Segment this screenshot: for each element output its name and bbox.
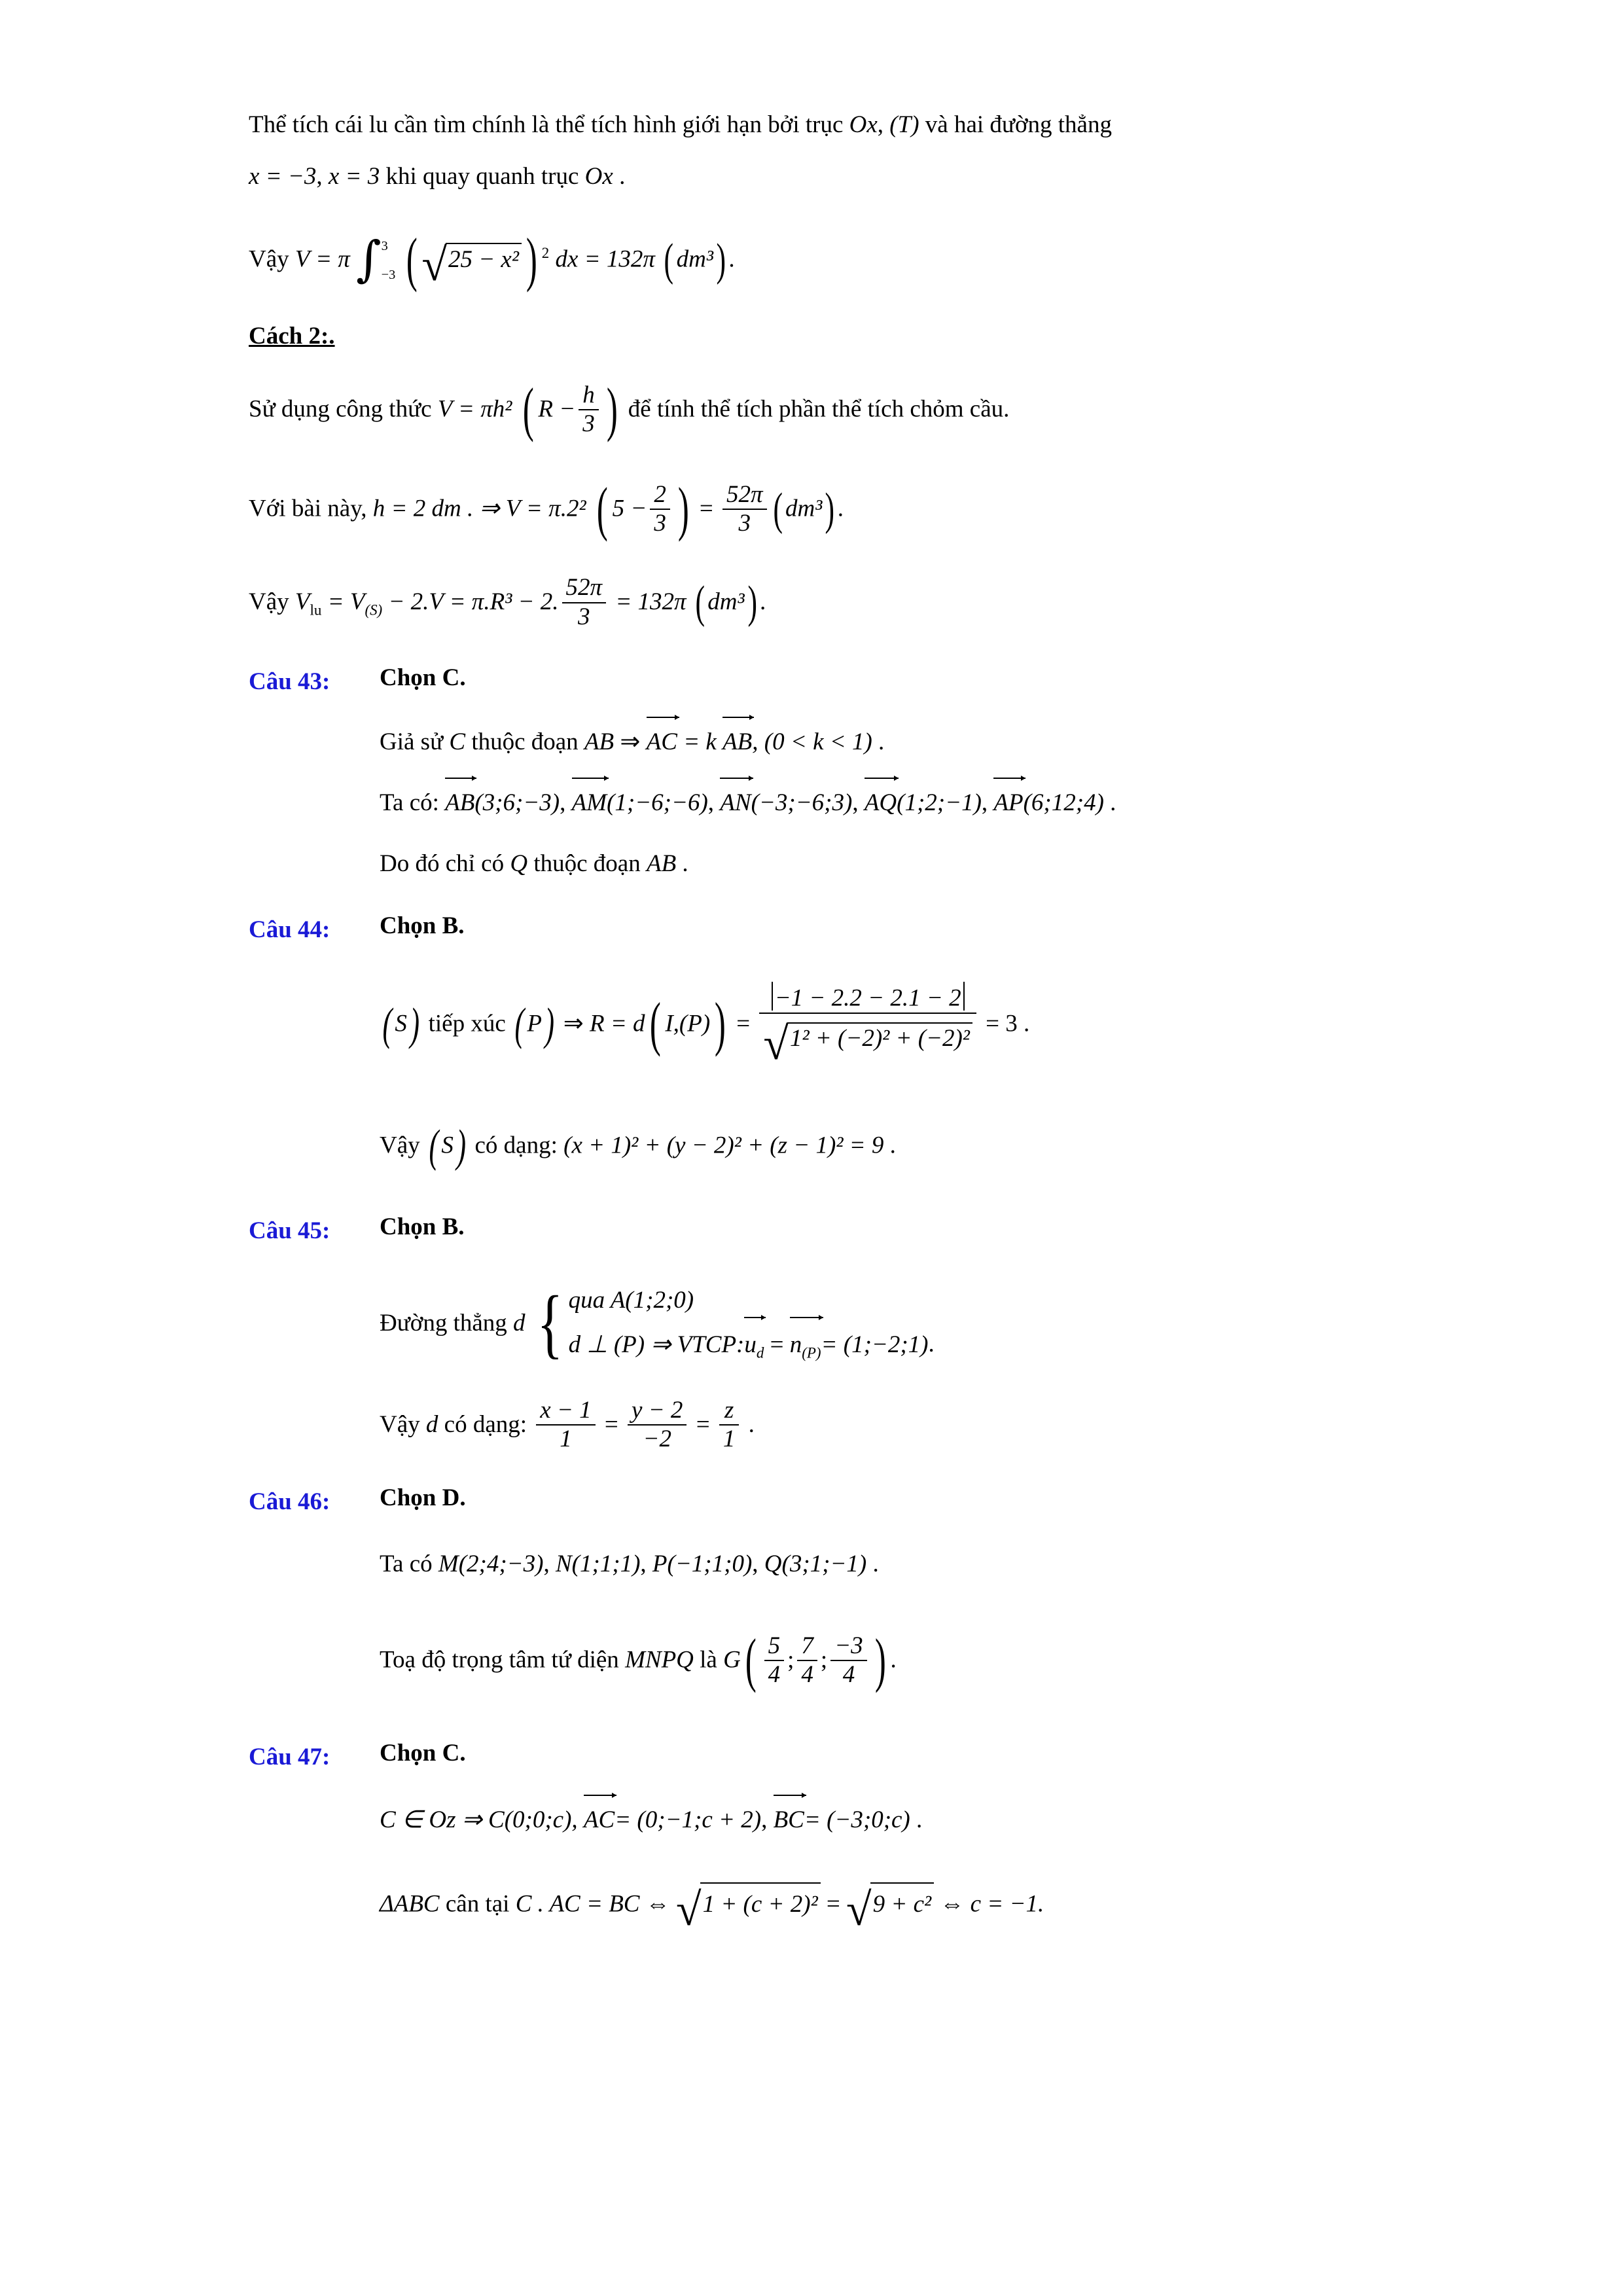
q44-S-open: (: [382, 998, 392, 1050]
q45-sys-line2: [569, 1323, 929, 1367]
q46-G-close: ): [874, 1627, 886, 1695]
question-43-line2: Ta có: AB(3;6;−3), AM(1;−6;−6), AN(−3;−6;3), AQ(1;2;−1), AP(6;12;4) .: [380, 783, 1518, 822]
open-paren-big: (: [406, 226, 418, 294]
q44-d-close: ): [715, 990, 726, 1058]
question-43-label: Câu 43:: [249, 668, 330, 696]
q45-u-letter: u: [744, 1331, 757, 1359]
question-45-line1: [380, 1278, 1518, 1368]
question-46-line2: Toạ độ trọng tâm tứ diện MNPQ là G( $\frac{5}{4}$ ; $\frac{7}{4}$ ; $\frac{-3}{4}$ ) .: [380, 1613, 1518, 1710]
question-46-line1: Ta có M(2;4;−3), N(1;1;1), P(−1;1;0), Q(3;1;−1) .: [380, 1551, 879, 1578]
q46-G: G: [723, 1646, 741, 1674]
q46-point-M: M(2;4;−3): [438, 1551, 544, 1578]
question-43-line1: Giả sử C thuộc đoạn AB ⇒ AC = k AB, (0 < k < 1) .: [380, 723, 1518, 761]
q46-frac-3-num: −3: [834, 1632, 863, 1659]
q43-AB: AB: [584, 728, 615, 755]
cach2-l3d: = 132π: [615, 588, 687, 616]
cach2-Vlu: V: [294, 588, 310, 616]
q46-G-open: (: [745, 1627, 757, 1695]
q43-l1b: thuộc đoạn: [471, 728, 579, 755]
q47-vec-BC: BC: [774, 1801, 804, 1839]
cach2-l1b: để tính thể tích phần thể tích chỏm cầu.: [628, 395, 1010, 423]
q46-l1a: Ta có: [380, 1551, 433, 1578]
question-45-choice: Chọn B.: [380, 1213, 465, 1241]
unit-dm3: dm³: [676, 245, 713, 273]
q44-S: S: [395, 1010, 407, 1037]
q43-l1a: Giả sử: [380, 728, 444, 755]
q46-MNPQ: MNPQ: [625, 1646, 694, 1674]
q44-S2-open: (: [429, 1120, 438, 1172]
q44-S2: S: [441, 1132, 454, 1159]
cach2-line3: Vậy $V_{lu} = V_{(S)} - 2.V = \pi.R^3 - 2$. $\frac{52\pi}{3}$ = 132π ( dm³) .: [249, 574, 766, 630]
q45-d: d: [513, 1309, 526, 1336]
q44-den-sqrt: [763, 1018, 972, 1069]
q45-n-sub: (P): [802, 1344, 821, 1361]
dx-result: dx = 132π: [555, 245, 655, 273]
cach2-unit: dm³: [785, 495, 823, 522]
q47-C: C: [515, 1890, 532, 1918]
page-content: [249, 105, 1518, 1943]
q46-frac-2: [797, 1632, 817, 1689]
frac-52pi-num-b: 52π: [565, 574, 603, 601]
frac-52pi-over-3-b: [562, 574, 607, 631]
q45-system: [569, 1278, 929, 1368]
q45-frac-z-den: 1: [719, 1424, 740, 1454]
q43-AB3: AB: [646, 850, 677, 878]
q45-frac-y-num: y − 2: [632, 1396, 683, 1424]
q45-sys2a: d ⊥ (P) ⇒ VTCP:: [568, 1331, 745, 1359]
q45-sys-line1: [569, 1278, 929, 1323]
q46-frac-3: [830, 1632, 866, 1689]
q46-frac-2-num: 7: [801, 1632, 813, 1659]
unit-open-paren: (: [664, 234, 674, 285]
q45-l2a: Vậy: [380, 1410, 420, 1438]
integral-limits: [382, 239, 396, 283]
abs-bar-left: [772, 982, 773, 1011]
q45-frac-z: [719, 1397, 740, 1454]
q43-AB-coord: (3;6;−3): [474, 789, 560, 816]
question-47-label: Câu 47:: [249, 1744, 330, 1771]
q47-l2b: cân tại: [445, 1890, 510, 1918]
q44-frac-den: 1² + (−2)² + (−2)²: [787, 1022, 972, 1053]
integral-lower-limit: −3: [381, 268, 396, 283]
question-46-label: Câu 46:: [249, 1488, 330, 1515]
question-46-header: [249, 1484, 1518, 1520]
cach2-R-minus: R −: [538, 395, 576, 423]
question-44-label: Câu 44:: [249, 916, 330, 944]
q47-radicand-1: 1 + (c + 2)²: [700, 1882, 821, 1924]
question-43-line3: Do đó chỉ có Q thuộc đoạn AB .: [380, 850, 688, 878]
cach2-open-paren: (: [522, 376, 534, 444]
q44-P: P: [527, 1010, 543, 1037]
q45-frac-y-den: −2: [628, 1424, 687, 1454]
cach2-l3b: = V: [327, 588, 365, 616]
intro-x-eq-neg3: x = −3: [249, 163, 317, 190]
q43-l3a: Do đó chỉ có: [380, 850, 505, 878]
q46-frac-1: [764, 1632, 785, 1689]
q44-eq: =: [736, 1010, 751, 1037]
cach2-l3-unit-close: ): [747, 577, 757, 628]
q45-u-sub: d: [756, 1344, 764, 1361]
question-43-choice: Chọn C.: [380, 664, 466, 692]
q43-vec-AC: AC: [647, 723, 677, 761]
cach2-l1a: Sử dụng công thức: [249, 395, 432, 423]
cach2-l2-close: ): [677, 476, 689, 543]
q47-l2e: ⇔ c = −1.: [940, 1890, 1044, 1918]
q45-n-letter: n: [789, 1331, 802, 1359]
q43-vec-AP: AP: [993, 783, 1023, 822]
question-47-line1: C ∈ Oz ⇒ C(0;0;c), AC= (0;−1;c + 2), BC= (−3;0;c) .: [380, 1801, 1518, 1839]
intro-x-eq-3: x = 3: [328, 163, 380, 190]
q44-S-close: ): [410, 998, 419, 1050]
q43-cond: , (0 < k < 1): [752, 728, 872, 755]
q45-line1-dot: .: [928, 1331, 935, 1358]
q47-AC-coord: = (0;−1;c + 2): [615, 1806, 762, 1833]
cach2-S-sub: (S): [365, 601, 383, 619]
q47-radicand-2: 9 + c²: [870, 1882, 934, 1924]
q46-l2a: Toạ độ trọng tâm tứ diện: [380, 1646, 619, 1674]
q46-frac-1-num: 5: [768, 1632, 781, 1659]
q46-frac-1-den: 4: [764, 1660, 785, 1689]
question-47-line2: [380, 1869, 1518, 1943]
cach2-l2c: . ⇒ V = π.2²: [467, 495, 586, 522]
q44-d-open: (: [649, 990, 661, 1058]
frac-52pi-den-b: 3: [562, 602, 607, 632]
q45-vec-u: [744, 1323, 764, 1367]
q47-radical-2: √: [846, 1884, 872, 1936]
q43-vec-AN: AN: [720, 783, 751, 822]
cach2-heading: Cách 2:.: [249, 323, 335, 350]
q43-vec-AB2: AB: [445, 783, 474, 822]
q43-arrow: ⇒: [620, 728, 641, 755]
cach2-line2: Với bài này, h = 2 dm . ⇒ V = π.2² ( 5 − $\frac{2}{3}$ ) = $\frac{52\pi}{3}$ ( dm³) .: [249, 476, 844, 543]
q44-fraction: [759, 982, 976, 1067]
volume-integral-line: Vậy V = π ∫ 3 −3 (√25 − x² ) $^2$ dx = 132π ( dm³) .: [249, 226, 735, 294]
v-equals-pi: V = π: [294, 245, 350, 273]
frac-52pi-over-3: [722, 481, 767, 538]
cach2-l2a: Với bài này,: [249, 495, 367, 522]
cach2-h-value: h = 2 dm: [372, 495, 461, 522]
q43-eq-k: = k: [683, 728, 717, 755]
cach2-l3a: Vậy: [249, 588, 289, 616]
frac-52pi-den: 3: [722, 509, 767, 538]
q45-d2: d: [425, 1410, 438, 1438]
q45-sys2coord: = (1;−2;1): [821, 1331, 929, 1359]
q44-sphere-equation: (x + 1)² + (y − 2)² + (z − 1)² = 9: [563, 1132, 884, 1159]
unit-close-paren: ): [716, 234, 726, 285]
frac-2-den: 3: [650, 509, 670, 538]
intro-t: (T): [889, 111, 919, 138]
q44-l2b: có dạng:: [474, 1132, 558, 1159]
intro-paragraph-2: x = −3, x = 3 khi quay quanh trục Ox .: [249, 163, 626, 190]
q43-vec-AB: AB: [722, 723, 752, 761]
q47-vec-AC: AC: [584, 1801, 615, 1839]
q47-l2c: . AC = BC ⇔: [537, 1890, 670, 1918]
q44-radical-symbol: √: [763, 1018, 789, 1069]
frac-h-num: h: [582, 381, 595, 408]
frac-h-den: 3: [579, 409, 599, 439]
cach2-l3-unit-open: (: [695, 577, 705, 628]
q47-triangle: ΔABC: [380, 1890, 440, 1918]
q46-frac-3-den: 4: [830, 1660, 866, 1689]
q45-frac-x-den: 1: [536, 1424, 595, 1454]
frac-52pi-num: 52π: [726, 480, 763, 508]
q45-frac-x-num: x − 1: [540, 1396, 592, 1424]
q43-AP-coord: (6;12;4): [1023, 789, 1104, 816]
q43-l3b: thuộc đoạn: [533, 850, 641, 878]
cach2-lu-sub: lu: [310, 601, 322, 619]
q46-l2b: là: [700, 1646, 717, 1674]
frac-2-over-3: [650, 481, 670, 538]
q44-d-args: I,(P): [665, 1010, 711, 1037]
q43-AQ-coord: (1;2;−1): [897, 789, 982, 816]
q45-frac-y: [628, 1397, 687, 1454]
integral-power: 2: [541, 245, 550, 262]
q44-P-close: ): [544, 998, 555, 1050]
q43-AN-coord: (−3;−6;3): [751, 789, 853, 816]
sqrt-expr: [421, 239, 522, 291]
system-brace: {: [537, 1279, 563, 1366]
intro-paragraph: Thể tích cái lu cần tìm chính là thể tích hình giới hạn bởi trục Ox, (T) và hai đường thẳng: [249, 111, 1112, 138]
cach2-unit-open: (: [772, 483, 783, 535]
q46-point-P: P(−1;1;0): [652, 1551, 753, 1578]
frac-h-over-3: [579, 382, 599, 439]
q44-frac-num-wrap: [759, 982, 976, 1013]
q45-l2b: có dạng:: [444, 1410, 527, 1438]
intro-ox2: Ox: [584, 163, 613, 190]
close-paren-big: ): [526, 226, 537, 294]
vay-word: Vậy: [249, 245, 289, 273]
q45-frac-z-num: z: [724, 1396, 734, 1424]
question-44-line1: ( S) tiếp xúc ( P) ⇒ R = d( I,(P)) = $\frac{-1 - 2.2 - 2.1 - 2}{\text{√1² + (−2)² + (−2)²}}$ = 3 .: [380, 977, 1518, 1074]
q43-vec-AM: AM: [572, 783, 607, 822]
q43-AM-coord: (1;−6;−6): [607, 789, 708, 816]
q43-vec-AQ: AQ: [865, 783, 897, 822]
cach2-l2-open: (: [596, 476, 608, 543]
q47-BC-coord: = (−3;0;c): [804, 1806, 910, 1833]
cach2-l3c: − 2.V = π.R³ − 2.: [388, 588, 559, 616]
q46-frac-2-den: 4: [797, 1660, 817, 1689]
integral-sign: ∫: [356, 231, 382, 288]
q44-tiepxuc: tiếp xúc: [428, 1010, 506, 1037]
question-45-line2: Vậy d có dạng: $\frac{x - 1}{1}$ = $\frac{y - 2}{-2}$ = $\frac{z}{1}$ .: [380, 1396, 755, 1453]
q45-l1a: Đường thẳng: [380, 1309, 507, 1336]
cach2-line1: [249, 376, 1518, 446]
q46-point-N: N(1;1;1): [555, 1551, 641, 1578]
cach2-formula-v: V = πh²: [437, 395, 512, 423]
question-45-label: Câu 45:: [249, 1217, 330, 1245]
question-47-header: [249, 1739, 1518, 1776]
q44-S2-close: ): [456, 1120, 466, 1172]
q44-result: = 3: [986, 1010, 1018, 1037]
q44-l2a: Vậy: [380, 1132, 420, 1159]
q47-l2d: =: [826, 1890, 840, 1918]
q44-R-d: R = d: [589, 1010, 645, 1037]
question-46-choice: Chọn D.: [380, 1484, 466, 1511]
radical-symbol: √: [421, 239, 447, 291]
question-44-line2: Vậy ( S) có dạng: (x + 1)² + (y − 2)² + (z − 1)² = 9 .: [380, 1111, 1518, 1184]
cach2-unit-close: ): [825, 483, 835, 535]
q43-Q: Q: [510, 850, 528, 878]
q45-vec-n: [790, 1323, 821, 1367]
q44-frac-num: −1 − 2.2 − 2.1 − 2: [774, 984, 961, 1012]
intro-ox1: Ox: [849, 111, 878, 138]
question-44-header: [249, 912, 1518, 948]
q46-point-Q: Q(3;1;−1): [764, 1551, 867, 1578]
abs-bar-right: [963, 982, 965, 1011]
q47-sqrt-1: [675, 1884, 821, 1936]
q44-arrow: ⇒: [563, 1010, 584, 1037]
question-43-header: [249, 664, 1518, 700]
radicand: 25 − x²: [446, 243, 522, 274]
q44-P-open: (: [514, 998, 524, 1050]
q47-sqrt-2: [846, 1884, 934, 1936]
intro-line1-text: Thể tích cái lu cần tìm chính là thể tích hình giới hạn bởi trục: [249, 111, 844, 138]
question-44-choice: Chọn B.: [380, 912, 465, 940]
cach2-l3-unit: dm³: [707, 588, 745, 616]
q45-frac-x: [536, 1397, 595, 1454]
q47-radical-1: √: [675, 1884, 702, 1936]
intro-line2c: khi quay quanh trục: [385, 163, 579, 190]
cach2-l2e: =: [699, 495, 713, 522]
q44-frac-den-wrap: [759, 1013, 976, 1067]
integral-upper-limit: 3: [381, 238, 388, 253]
q43-C: C: [449, 728, 466, 755]
question-47-choice: Chọn C.: [380, 1740, 466, 1767]
intro-line1b: và hai đường thẳng: [925, 111, 1112, 138]
question-45-header: [249, 1213, 1518, 1249]
cach2-close-paren: ): [606, 376, 618, 444]
cach2-l2d: 5 −: [612, 495, 647, 522]
q43-l2a: Ta có:: [380, 789, 439, 816]
q45-sys2eq: =: [770, 1331, 784, 1359]
frac-2-num: 2: [654, 480, 666, 508]
q47-l1a: C ∈ Oz ⇒ C(0;0;c),: [380, 1806, 578, 1833]
q45-sys1: qua A(1;2;0): [568, 1286, 694, 1314]
